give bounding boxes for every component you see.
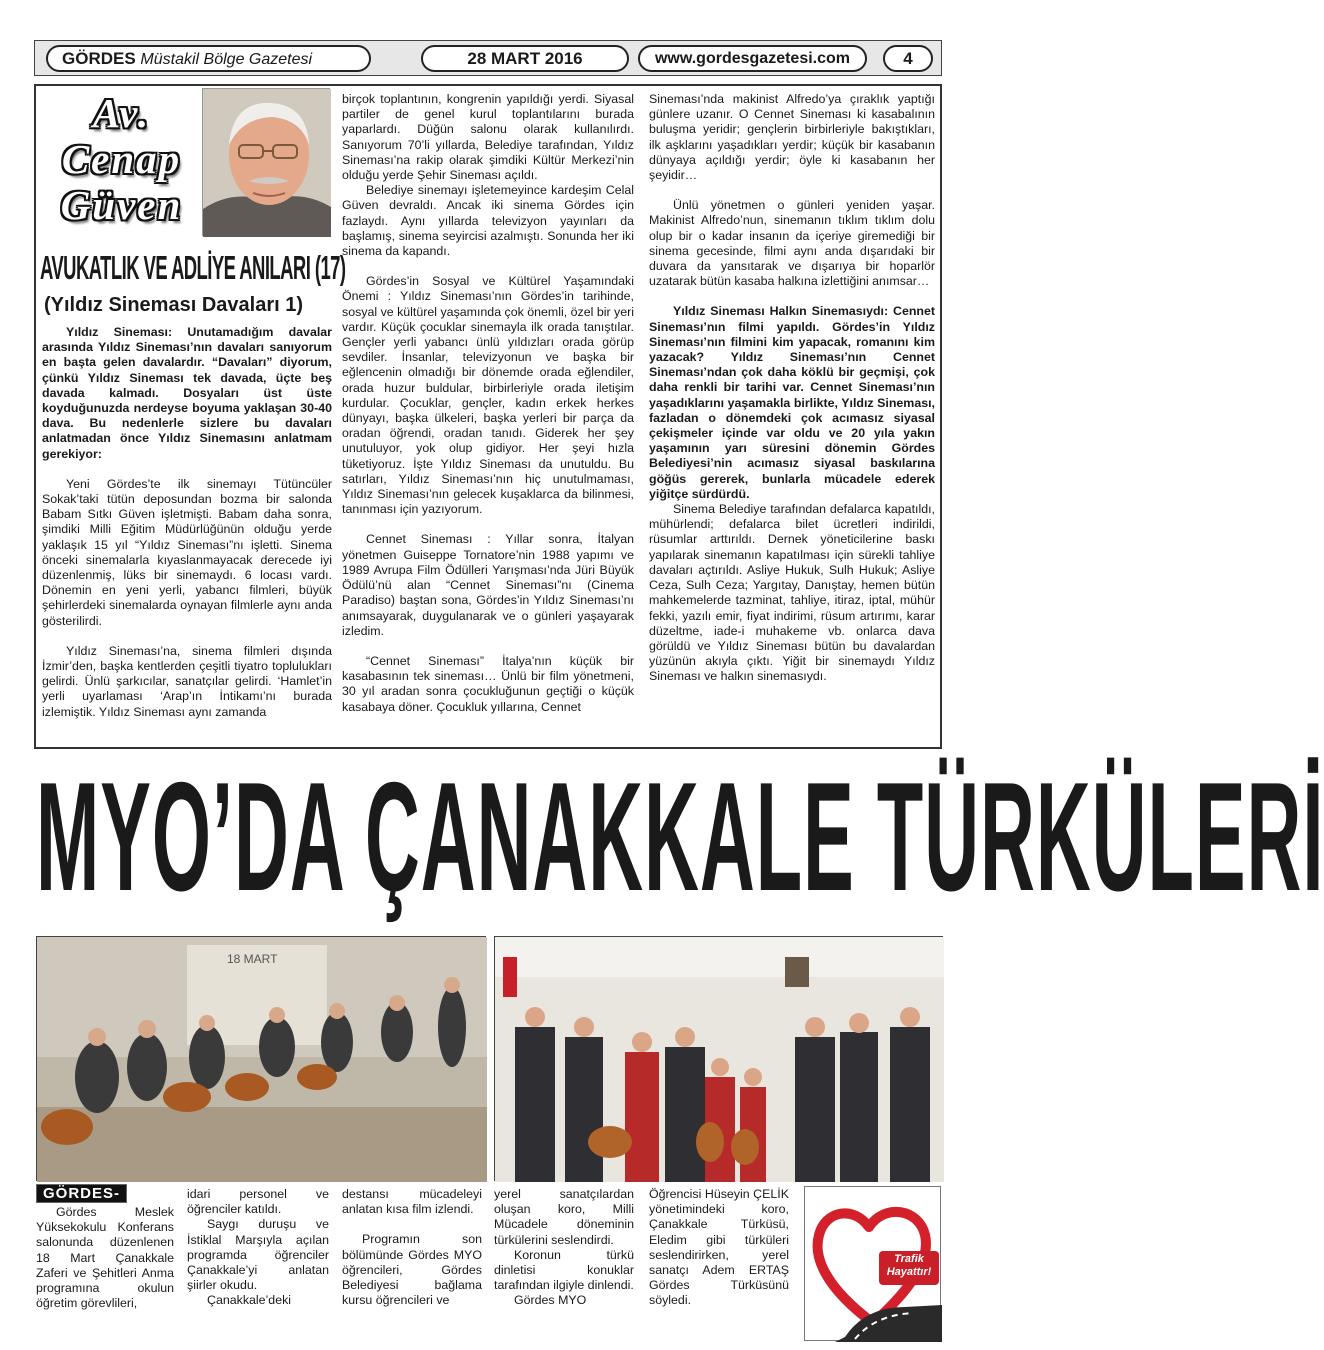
author-title: Av. (92, 90, 151, 136)
news-paragraph: Programın son bölümünde Gördes MYO öğrencileri, Gördes Belediyesi bağlama kursu öğrencileri ve (342, 1232, 482, 1308)
news-column-4 (494, 1187, 634, 1309)
page-number: 4 (883, 45, 933, 72)
article-paragraph: Yıldız Sineması’na, sinema filmleri dışında İzmir’den, başka kentlerden çeşitli tiyatro toplulukları gelirdi. Ünlü şarkıcılar, sanatçılar gelirdi. ‘Hamlet’in yerli uyarlaması ‘Arap’ın İntikamı’nı burada izlemiştik. Yıldız Sineması aynı zamanda (42, 643, 332, 719)
news-headline: MYO’DA ÇANAKKALE TÜRKÜLERİ (36, 750, 1324, 923)
news-paragraph: destansı mücadeleyi anlatan kısa film izlendi. (342, 1187, 482, 1217)
news-kicker: GÖRDES- (36, 1184, 127, 1203)
photo-group-portrait (494, 936, 943, 1181)
news-paragraph: Gördes MYO (514, 1293, 587, 1308)
paper-title (46, 45, 371, 72)
article-paragraph: Yıldız Sineması: Unutamadığım davalar arasında Yıldız Sineması’nın davaları sanıyorum en başta gelen davalardır. “Davaları” diyorum, çünkü Yıldız Sineması tek davada, üçte beş davada kalmadı. Dosyaları üst üste koyduğunuzda nerdeyse boyuma yaklaşan 30-40 dava. Bu nedenlerle sizlere bu davaları anlatmadan önce Yıldız Sinemasını anlatmam gerekiyor: (42, 325, 332, 461)
news-paragraph: Öğrencisi Hüseyin ÇELİK yönetimindeki koro, Çanakkale Türküsü, Eledim gibi türküleri seslendirirken, yerel sanatçı Adem ERTAŞ Gördes Türküsünü söyledi. (649, 1187, 789, 1308)
news-paragraph: idari personel ve öğrenciler katıldı. (187, 1187, 329, 1217)
article-column-3 (649, 92, 935, 685)
article-paragraph: Sineması’nda makinist Alfredo’ya çıraklık yaptığı günlere uzanır. O Cennet Sineması ki kasabalının buluşma yeridir; gençlerin birbirleriyle bakıştıkları, ilk aşklarını yaşadıkları yerdir; küçük bir kasabanın dünyaya açıldığı yerdir; öyle ki kasabanın her şeyidir… (649, 92, 935, 183)
paper-name: GÖRDES (62, 49, 136, 68)
article-paragraph: Gördes’in Sosyal ve Kültürel Yaşamındaki Önemi : Yıldız Sineması’nın Gördes’in tarihinde, sosyal ve kültürel yaşamında çok önemli, özel bir yeri vardır. Küçük çocuklar sinemayla ilk orada tanıştılar. Gençler yerli yabancı ünlü yıldızları orada görüp sevdiler. İnsanlar, televizyonun ve başka bir eğlencenin olmadığı bir dönemde orada eğlendiler, orada huzur buldular, birbirleriyle orada iletişim kurdular. Çocuklar, gençler, kadın erkek herkes dünyayı, başka ülkeleri, başka yerleri bir parça da oradan öğrendi, oradan tanıdı. Giderek her şey unutuluyor, yok olup gidiyor. Her şeyi hızla tüketiyoruz. İşte Yıldız Sineması da unutuldu. Bu satırları, Yıldız Sineması’nın hiç unutulmaması, Yıldız Sineması’nın gelecek kuşaklarca da bilinmesi, tanınması için yazıyorum. (342, 274, 634, 517)
news-kicker-wrap (36, 1184, 176, 1204)
author-first-name: Cenap (61, 136, 182, 182)
news-paragraph: Koronun türkü dinletisi konuklar tarafından ilgiyle dinlendi. (494, 1247, 634, 1293)
news-paragraph: Saygı duruşu ve İstiklal Marşıyla açılan programda öğrenciler Çanakkale’yi anlatan şiirler okudu. (187, 1217, 329, 1293)
article-paragraph: Cennet Sineması : Yıllar sonra, İtalyan yönetmen Guiseppe Tornatore’nin 1988 yapımı ve 1989 Avrupa Film Ödülleri Yarışması’nda Jüri Büyük Ödülü’nü alan “Cennet Sineması”nı (Cinema Paradiso) baştan sona, Gördes’in Yıldız Sineması’nı anımsayarak, duygulanarak ve o günleri yaşayarak izledim. (342, 532, 634, 638)
article-paragraph: Yeni Gördes’te ilk sinemayı Tütüncüler Sokak’taki tütün deposundan bozma bir salonda Babam Sıtkı Güven işletmişti. Babam daha sonra, şimdiki Milli Eğitim Müdürlüğünün olduğu yerde yaklaşık 15 yıl “Yıldız Sineması”nı işletti. Sinema önceki sinemalarla kıyaslanmayacak derecede iyi düzenlenmiş, lüks bir sinemaydı. 6 locası vardı. Dönemin en yeni yerli, yabancı filmleri, büyük şehirlerdeki sinemalarda oynayan filmlerle aynı anda gösterilirdi. (42, 476, 332, 628)
news-column-1 (36, 1205, 174, 1311)
article-subtitle: (Yıldız Sineması Davaları 1) (44, 294, 303, 316)
news-paragraph: Çanakkale’deki (207, 1293, 292, 1308)
series-title: AVUKATLIK VE ADLİYE ANILARI (17) (40, 249, 346, 286)
news-column-2 (187, 1187, 329, 1309)
traffic-badge-text: Trafik Hayattır! (886, 1253, 932, 1278)
website-link[interactable]: www.gordesgazetesi.com (638, 45, 867, 72)
article-paragraph: “Cennet Sineması” İtalya’nın küçük bir kasabasının tek sineması… Ünlü bir film yönetmeni, 30 yıl aradan sonra çocukluğunun geçtiği o küçük kasabaya döner. Çocukluk yıllarına, Cennet (342, 653, 634, 714)
article-column-1 (42, 325, 332, 720)
news-paragraph: yerel sanatçılardan oluşan koro, Milli Mücadele döneminin türkülerini seslendirdi. (494, 1187, 634, 1247)
slide-text: 18 MART (227, 952, 278, 966)
article-paragraph: Belediye sinemayı işletemeyince kardeşim Celal Güven devraldı. Ancak iki sinema Gördes için fazlaydı. Aynı yıllarda televizyon yayınları da başlamış, sinema seyircisi azalmıştı. Sonunda her iki sinema da kapandı. (342, 183, 634, 259)
news-column-3 (342, 1187, 482, 1308)
article-column-2 (342, 92, 634, 715)
article-paragraph: Yıldız Sineması Halkın Sinemasıydı: Cennet Sineması’nın filmi yapıldı. Gördes’in Yıldız Sineması’nın filmini kim yapacak, romanını kim yazacak? Yıldız Sineması’nın Cennet Sineması’ndan çok daha köklü bir geçmişi, çok daha renkli bir tarihi var. Cennet Sineması’nın yaşadıklarını yaşamakla birlikte, Yıldız Sineması, fazladan o dönemdeki çok acımasız siyasal çekişmeler içinde var oldu ve 20 yıla yakın yaşamının yarı süresini dönemin Gördes Belediyesi’nin acımasız siyasal baskılarına göğüs gererek, bunlarla mücadele ederek yiğitçe sürdürdü. (649, 304, 935, 501)
photo-choir-performance (36, 936, 486, 1181)
paper-subtitle: Müstakil Bölge Gazetesi (140, 51, 313, 68)
author-last-name: Güven (60, 182, 183, 228)
issue-date: 28 MART 2016 (421, 45, 629, 72)
author-name (44, 90, 199, 228)
news-column-5 (649, 1187, 789, 1309)
author-portrait (202, 88, 330, 236)
news-paragraph: Gördes Meslek Yüksekokulu Konferans salonunda düzenlenen 18 Mart Çanakkale Zaferi ve Şehitleri Anma programına okulun öğretim görevlileri, (36, 1205, 174, 1311)
article-paragraph: Ünlü yönetmen o günleri yeniden yaşar. Makinist Alfredo’nun, sinemanın tıklım tıklım dolu olup bir o kadar insanın da içeriye giremediği bir sinema gecesinde, filmi aynı anda dışarıdaki bir duvara da yansıtarak ve dışarıya bir hoparlör uzatarak bütün kasaba halkına izlettiğini anımsar… (649, 198, 935, 289)
traffic-safety-badge (804, 1186, 941, 1341)
article-paragraph: birçok toplantının, kongrenin yapıldığı yerdi. Siyasal partiler de genel kurul toplantılarını burada yaparlardı. Düğün salonu olarak kullanılırdı. Sanıyorum 70’li yıllarda, Belediye tarafından, Yıldız Sineması’na rakip olarak şimdiki Kültür Merkezi’nin olduğu yerde Şehir Sineması açıldı. (342, 92, 634, 183)
article-paragraph: Sinema Belediye tarafından defalarca kapatıldı, mühürlendi; defalarca bilet ücretleri indirildi, rüsumlar arttırıldı. Dernek yöneticilerine baskı yapılarak sinemanın kapatılması için sürekli tahliye davaları açtırıldı. Asliye Hukuk, Sulh Hukuk; Asliye Ceza, Sulh Ceza; Yargıtay, Danıştay, hemen bütün mahkemelerde tazminat, tahliye, itiraz, iptal, mühür fekki, yazılı emir, fiyat indirimi, rüsum artırımı, karar düzeltme, iade-i muhakeme vb. onlarca dava görüldü ve Yıldız Sineması bütün bu davalardan yüzünün akıyla çıktı. Yiğit bir sinemaydı Yıldız Sineması ve halkın sinemasıydı. (649, 502, 935, 684)
